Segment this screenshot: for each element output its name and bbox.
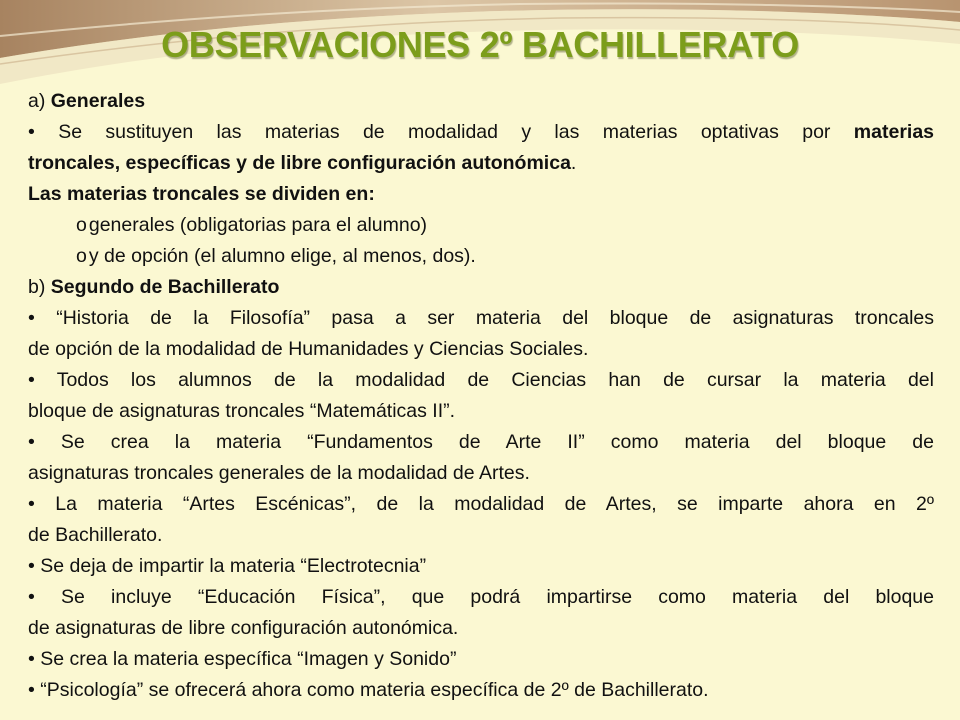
paragraph-a1-bold: materias bbox=[853, 121, 935, 143]
sub-item-opcion bbox=[28, 241, 934, 272]
paragraph-a1-text: Se sustituyen las materias de modalidad y las materias optativas por bbox=[58, 121, 831, 143]
item-text: La materia “Artes Escénicas”, de la modalidad de Artes, se imparte ahora en 2º bbox=[55, 493, 934, 515]
item-text: Se crea la materia específica “Imagen y Sonido” bbox=[40, 648, 457, 670]
item-electrotecnia bbox=[28, 551, 934, 582]
item-text: “Psicología” se ofrecerá ahora como materia específica de 2º de Bachillerato. bbox=[40, 679, 709, 701]
troncales-heading: Las materias troncales se dividen en: bbox=[28, 183, 375, 205]
item-text: Se incluye “Educación Física”, que podrá impartirse como materia del bloque bbox=[61, 586, 934, 608]
item-text: “Historia de la Filosofía” pasa a ser materia del bloque de asignaturas troncales bbox=[56, 307, 934, 329]
item-historia-line1 bbox=[28, 303, 934, 334]
paragraph-a1-end: . bbox=[570, 152, 577, 174]
sub-item-text: generales (obligatorias para el alumno) bbox=[88, 214, 428, 236]
bullet-marker: • bbox=[28, 369, 35, 391]
bullet-marker: • bbox=[28, 555, 35, 577]
item-matematicas-line2: bloque de asignaturas troncales “Matemáticas II”. bbox=[28, 400, 456, 422]
item-fundamentos-line1 bbox=[28, 427, 934, 458]
paragraph-a1-line2 bbox=[28, 148, 934, 179]
item-text: Se deja de impartir la materia “Electrotecnia” bbox=[40, 555, 427, 577]
sub-marker: o bbox=[76, 245, 87, 267]
section-a-title: Generales bbox=[50, 90, 146, 112]
item-psicologia bbox=[28, 675, 934, 706]
item-artes-escenicas-line1 bbox=[28, 489, 934, 520]
section-b-title: Segundo de Bachillerato bbox=[50, 276, 280, 298]
item-educacion-fisica-line1 bbox=[28, 582, 934, 613]
section-a-label: a) bbox=[28, 90, 46, 112]
item-artes-escenicas-line2: de Bachillerato. bbox=[28, 524, 163, 546]
bullet-marker: • bbox=[28, 679, 35, 701]
item-educacion-fisica-line2: de asignaturas de libre configuración autonómica. bbox=[28, 617, 459, 639]
bullet-marker: • bbox=[28, 586, 35, 608]
bullet-marker: • bbox=[28, 431, 35, 453]
item-matematicas-line1 bbox=[28, 365, 934, 396]
item-imagen-sonido bbox=[28, 644, 934, 675]
slide-body bbox=[28, 86, 934, 706]
bullet-marker: • bbox=[28, 121, 35, 143]
page-title: OBSERVACIONES 2º BACHILLERATO bbox=[161, 24, 799, 65]
section-a-heading bbox=[28, 86, 934, 117]
bullet-marker: • bbox=[28, 648, 35, 670]
paragraph-a1-line1 bbox=[28, 117, 934, 148]
sub-item-text: y de opción (el alumno elige, al menos, dos). bbox=[88, 245, 476, 267]
bullet-marker: • bbox=[28, 307, 35, 329]
paragraph-a1-bold-cont: troncales, específicas y de libre configuración autonómica bbox=[28, 152, 571, 174]
section-b-label: b) bbox=[28, 276, 46, 298]
section-b-heading bbox=[28, 272, 934, 303]
item-text: Se crea la materia “Fundamentos de Arte II” como materia del bloque de bbox=[60, 431, 934, 453]
sub-marker: o bbox=[76, 214, 87, 236]
item-text: Todos los alumnos de la modalidad de Ciencias han de cursar la materia del bbox=[56, 369, 934, 391]
bullet-marker: • bbox=[28, 493, 35, 515]
item-fundamentos-line2: asignaturas troncales generales de la modalidad de Artes. bbox=[28, 462, 530, 484]
sub-item-generales bbox=[28, 210, 934, 241]
item-historia-line2: de opción de la modalidad de Humanidades y Ciencias Sociales. bbox=[28, 338, 589, 360]
